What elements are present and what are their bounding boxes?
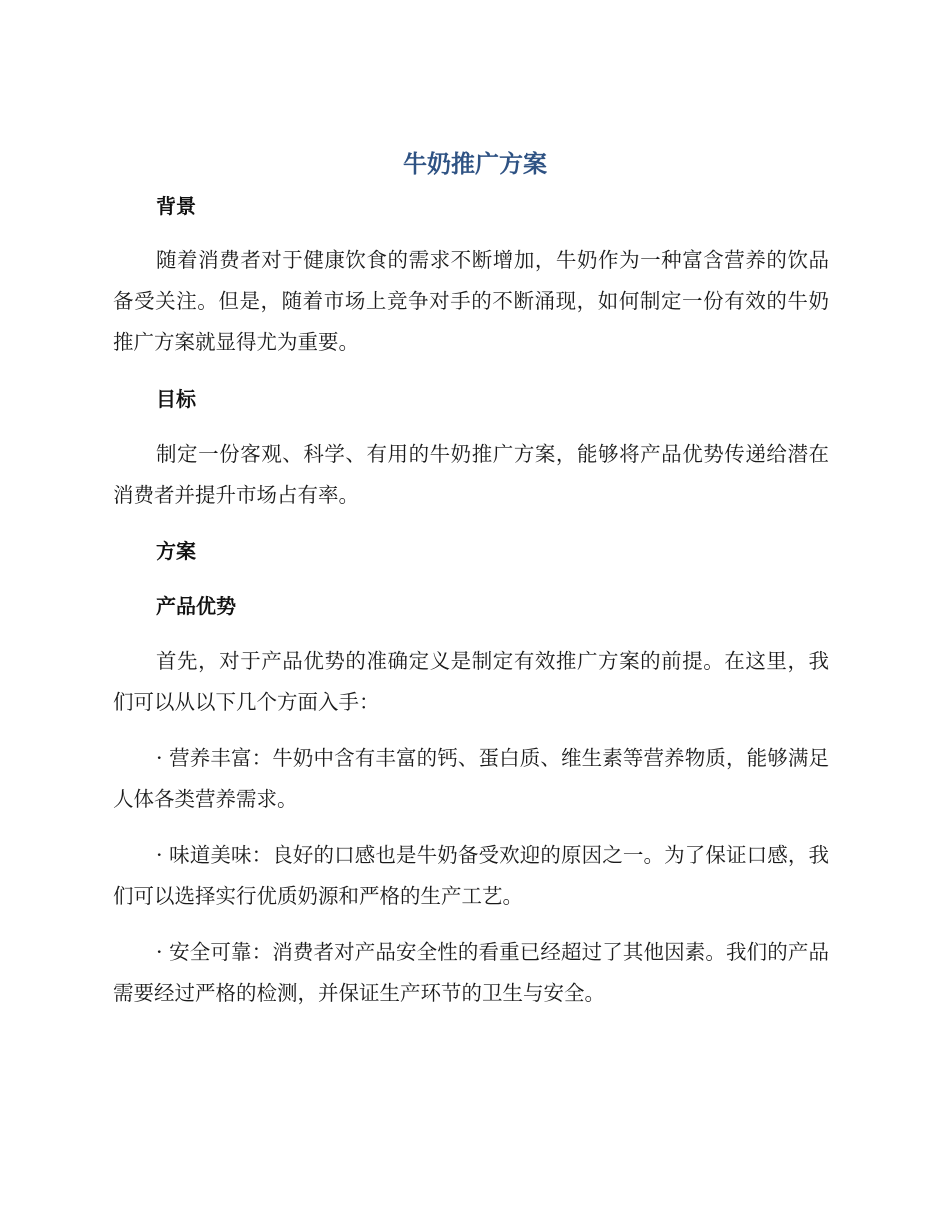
section-heading-plan: 方案 bbox=[156, 539, 196, 563]
section-heading-product-advantages: 产品优势 bbox=[156, 594, 236, 618]
list-item-nutrition: · 营养丰富：牛奶中含有丰富的钙、蛋白质、维生素等营养物质，能够满足人体各类营养需求。 bbox=[113, 746, 829, 811]
list-item-taste: · 味道美味：良好的口感也是牛奶备受欢迎的原因之一。为了保证口感，我们可以选择实行优质奶源和严格的生产工艺。 bbox=[113, 843, 829, 908]
list-item-safety: · 安全可靠：消费者对产品安全性的看重已经超过了其他因素。我们的产品需要经过严格的检测，并保证生产环节的卫生与安全。 bbox=[113, 940, 829, 1005]
document-title: 牛奶推广方案 bbox=[403, 150, 547, 178]
section-heading-goal: 目标 bbox=[156, 387, 196, 411]
goal-paragraph: 制定一份客观、科学、有用的牛奶推广方案，能够将产品优势传递给潜在消费者并提升市场占有率。 bbox=[113, 442, 829, 507]
background-paragraph: 随着消费者对于健康饮食的需求不断增加，牛奶作为一种富含营养的饮品备受关注。但是，随着市场上竞争对手的不断涌现，如何制定一份有效的牛奶推广方案就显得尤为重要。 bbox=[113, 248, 829, 354]
advantages-intro-paragraph: 首先，对于产品优势的准确定义是制定有效推广方案的前提。在这里，我们可以从以下几个方面入手： bbox=[113, 649, 829, 714]
section-heading-background: 背景 bbox=[156, 194, 196, 218]
